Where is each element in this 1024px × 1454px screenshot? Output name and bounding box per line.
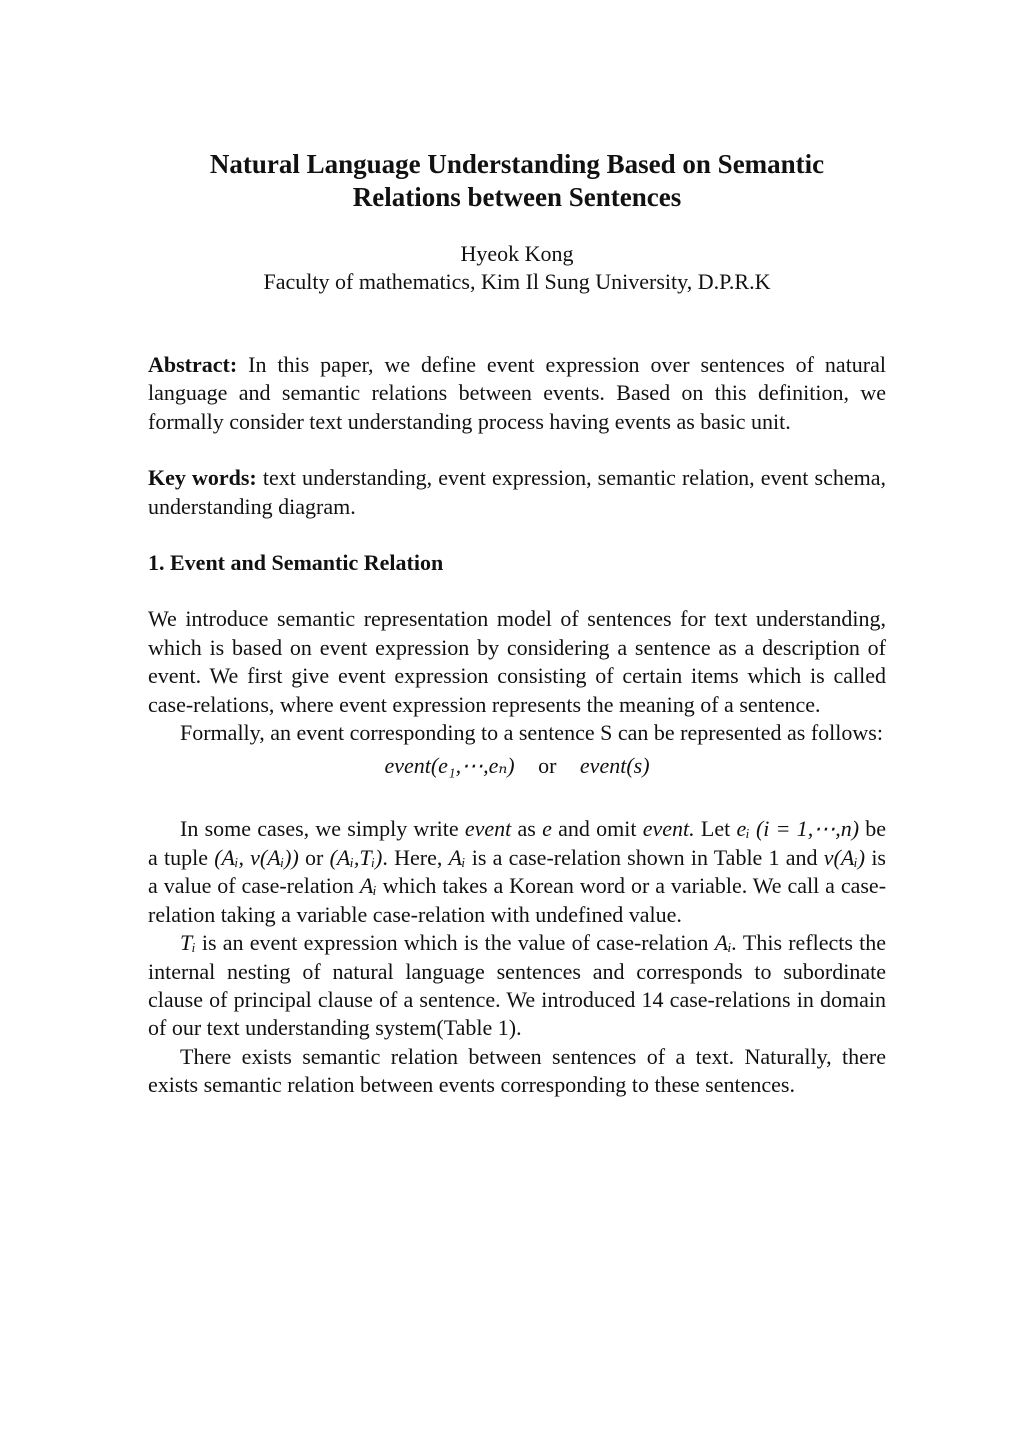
p3-math-ai2: Aᵢ <box>359 873 377 899</box>
p3-text-c: and omit <box>558 816 637 842</box>
p3-math-ai: Aᵢ <box>448 844 466 870</box>
p3-text-g: . Here, <box>382 844 443 870</box>
event-equation <box>148 749 886 783</box>
equation-or: or <box>538 753 557 779</box>
section-heading: 1. Event and Semantic Relation <box>148 550 444 576</box>
keywords-label: Key words: <box>148 465 257 491</box>
p3-text-i: is a value of case-relation <box>148 844 886 899</box>
p3-math-event2: event. <box>642 816 695 842</box>
p4-text-b: This reflects the internal nesting of natural language sentences and corresponds to subordinate clause of principal clause of a sentence. We introduced 14 case-relations in domain of our text understanding system(Table 1). <box>148 930 887 1041</box>
body-paragraph-2: Formally, an event corresponding to a sentence S can be represented as follows: <box>180 720 883 746</box>
p3-math-vai: v(Aᵢ) <box>823 844 866 870</box>
equation-left: event(e₁,⋯,eₙ) <box>384 753 515 779</box>
p3-text-h: is a case-relation shown in Table 1 and <box>471 844 818 870</box>
p3-text-or: or <box>305 844 324 870</box>
body-paragraph-3 <box>148 815 886 929</box>
p4-math-ti: Tᵢ <box>180 930 196 956</box>
p3-text-f: be a tuple <box>148 816 887 870</box>
p4-math-ai: Aᵢ. <box>714 930 738 956</box>
body-paragraph-1: We introduce semantic representation model of sentences for text understanding, which is based on event expression by considering a sentence as a description of event. We first give event expression consisting of certain items which is called case-relations, where event expression represents the meaning of a sentence. <box>148 606 886 717</box>
p3-math-tuple2: (Aᵢ,Tᵢ) <box>329 844 383 870</box>
equation-right: event(s) <box>579 753 650 779</box>
p3-text-j: which takes a Korean word or a variable. We call a case-relation taking a variable case-relation with undefined value. <box>148 873 887 927</box>
p3-math-ei: eᵢ (i = 1,⋯,n) <box>736 816 860 842</box>
body-paragraph-4 <box>148 929 886 1043</box>
p3-math-e: e <box>542 816 552 842</box>
author-affiliation: Faculty of mathematics, Kim Il Sung University, D.P.R.K <box>263 269 771 294</box>
paper-page <box>148 148 886 1100</box>
p3-math-event: event <box>464 816 512 842</box>
p3-text-d: Let <box>700 816 731 842</box>
keywords-paragraph <box>148 464 886 521</box>
abstract-text: In this paper, we define event expression over sentences of natural language and semantic relations between events. Based on this definition, we formally consider text understanding process having events as basic unit. <box>148 352 887 434</box>
p3-text-a: In some cases, we simply write <box>180 816 459 842</box>
body-paragraph-5: There exists semantic relation between sentences of a text. Naturally, there exists semantic relation between events corresponding to these sentences. <box>148 1043 886 1098</box>
author-name: Hyeok Kong <box>460 241 574 266</box>
title-line-2: Relations between Sentences <box>352 182 682 212</box>
title-line-1: Natural Language Understanding Based on Semantic <box>209 149 825 179</box>
abstract-paragraph <box>148 351 886 436</box>
p3-text-b: as <box>517 816 536 842</box>
paper-title <box>148 148 886 214</box>
abstract-label: Abstract: <box>148 352 238 377</box>
p3-math-tuple1: (Aᵢ, v(Aᵢ)) <box>214 844 299 870</box>
p4-text-a: is an event expression which is the value of case-relation <box>201 930 709 956</box>
keywords-text: text understanding, event expression, semantic relation, event schema, understanding diagram. <box>148 465 886 519</box>
